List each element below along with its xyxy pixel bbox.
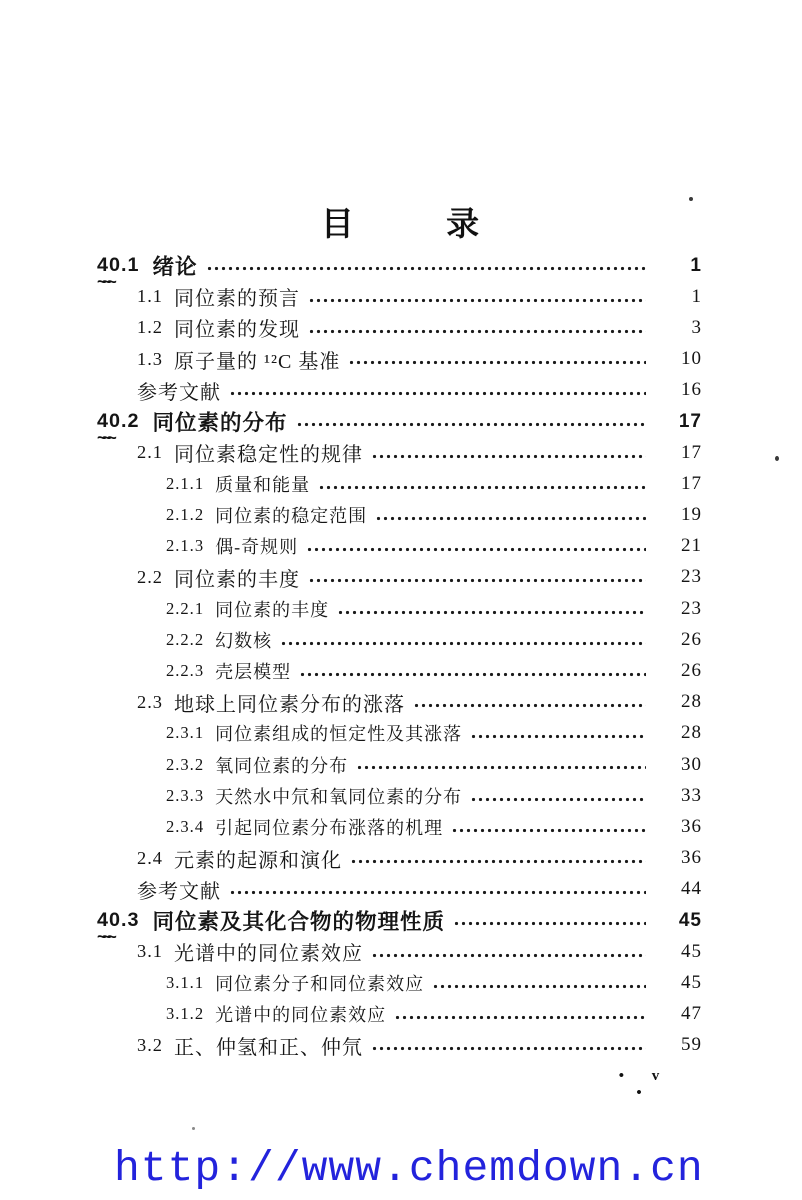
toc-entry-number: 2.2.1	[166, 598, 205, 618]
dot-leader	[393, 999, 646, 1030]
toc-entry-number: 2.3.3	[166, 785, 205, 805]
toc-entry-number: 2.2.3	[166, 661, 205, 681]
dot-leader	[336, 593, 646, 624]
dot-leader	[370, 437, 646, 468]
toc-entry-label: 同位素及其化合物的物理性质	[152, 910, 445, 935]
toc-entry-row	[97, 468, 702, 499]
toc-entry-page: 45	[678, 909, 702, 931]
toc-entry-page: 10	[681, 348, 702, 370]
toc-entry-number: 2.1.1	[166, 473, 205, 493]
toc-entry-label: 同位素的丰度	[215, 599, 330, 620]
dot-leader	[469, 718, 646, 749]
toc-entry-page: 17	[681, 472, 702, 494]
dot-leader	[370, 936, 646, 967]
toc-entry-row	[97, 843, 702, 874]
dot-leader	[205, 250, 647, 281]
toc-entry-row	[97, 967, 702, 998]
toc-entry-number: 2.1.2	[166, 505, 205, 525]
toc-entry-page: 21	[681, 535, 702, 557]
scan-speck	[689, 197, 693, 201]
toc-entry-number: 2.2	[137, 566, 163, 587]
dot-leader	[279, 624, 646, 655]
toc-entry-number: 40.1 ~~~	[97, 254, 139, 277]
toc-entry-row	[97, 312, 702, 343]
toc-entry-label: 幻数核	[215, 630, 273, 651]
toc-entry-row	[97, 1030, 702, 1061]
toc-entry-page: 23	[681, 597, 702, 619]
toc-entry-label: 同位素的稳定范围	[215, 506, 368, 527]
toc-entry-label: 同位素的丰度	[174, 568, 300, 591]
toc-entry-number: 2.4	[137, 847, 163, 868]
toc-entry-page: 17	[681, 441, 702, 463]
toc-entry-row	[97, 437, 702, 468]
dot-leader	[431, 967, 646, 998]
toc-entry-row	[97, 531, 702, 562]
dot-leader	[469, 780, 646, 811]
toc-entry-row	[97, 593, 702, 624]
toc-entry-row	[97, 500, 702, 531]
toc-entry-page: 1	[690, 254, 702, 276]
toc-entry-row	[97, 655, 702, 686]
scan-speck	[192, 1127, 195, 1130]
toc-entry-label: 同位素分子和同位素效应	[215, 973, 425, 994]
toc-entry-label: 同位素的发现	[174, 319, 300, 342]
toc-entry-label: 氧同位素的分布	[215, 755, 349, 776]
toc-entry-label: 光谱中的同位素效应	[174, 943, 363, 966]
dot-leader	[307, 562, 646, 593]
toc-entry-row	[97, 344, 702, 375]
toc-entry-row	[97, 749, 702, 780]
toc-entry-page: 59	[681, 1034, 702, 1056]
toc-entry-number: 2.3.2	[166, 754, 205, 774]
toc-entry-number: 2.1	[137, 442, 163, 463]
toc-entry-page: 1	[691, 285, 702, 307]
dot-leader	[412, 687, 646, 718]
toc-entry-row	[97, 811, 702, 842]
dot-leader	[450, 811, 646, 842]
toc-entry-number: 2.3	[137, 691, 163, 712]
toc-entry-label: 光谱中的同位素效应	[215, 1005, 387, 1026]
scan-speck	[775, 456, 779, 461]
folio-page-number: • v •	[618, 1068, 672, 1101]
toc-entry-label: 天然水中氘和氧同位素的分布	[215, 786, 463, 807]
toc-entry-label: 偶-奇规则	[215, 537, 299, 558]
toc-entry-number: 3.1	[137, 941, 163, 962]
toc-entry-label: 参考文献	[137, 880, 221, 903]
toc-entry-row	[97, 780, 702, 811]
dot-leader	[228, 375, 646, 406]
toc-entry-number: 2.3.4	[166, 816, 205, 836]
toc-entry-number: 1.2	[137, 317, 163, 338]
toc-entry-row	[97, 936, 702, 967]
dot-leader	[370, 1030, 646, 1061]
toc-entry-number: 3.1.1	[166, 972, 205, 992]
toc-entry-number: 40.3 ~~~	[97, 909, 139, 932]
toc-entry-page: 28	[681, 691, 702, 713]
toc-entry-label: 参考文献	[137, 381, 221, 404]
toc-entry-label: 元素的起源和演化	[174, 849, 342, 872]
toc-entry-label: 同位素的预言	[174, 288, 300, 311]
toc-entry-page: 26	[681, 660, 702, 682]
toc-entry-number: 2.1.3	[166, 536, 205, 556]
toc-entry-label: 原子量的 ¹²C 基准	[174, 350, 341, 373]
toc-entry-row	[97, 999, 702, 1030]
dot-leader	[295, 406, 647, 437]
dot-leader	[307, 281, 646, 312]
toc-entry-label: 同位素组成的恒定性及其涨落	[215, 724, 463, 745]
toc-entry-page: 45	[681, 971, 702, 993]
toc-entry-page: 16	[681, 379, 702, 401]
toc-list	[97, 250, 702, 1061]
dot-leader	[298, 655, 646, 686]
toc-entry-page: 17	[678, 410, 702, 432]
toc-entry-page: 26	[681, 628, 702, 650]
dot-leader	[355, 749, 646, 780]
toc-entry-number: 40.2 ~~~	[97, 410, 139, 433]
dot-leader	[305, 531, 646, 562]
toc-entry-label: 地球上同位素分布的涨落	[174, 693, 405, 716]
toc-entry-page: 28	[681, 722, 702, 744]
toc-entry-page: 23	[681, 566, 702, 588]
dot-leader	[228, 874, 646, 905]
toc-entry-label: 质量和能量	[215, 474, 311, 495]
toc-entry-page: 45	[681, 940, 702, 962]
toc-entry-label: 绪论	[152, 255, 198, 280]
dot-leader	[349, 843, 646, 874]
toc-entry-row	[97, 250, 702, 281]
toc-entry-page: 19	[681, 504, 702, 526]
dot-leader	[374, 500, 646, 531]
toc-entry-number: 3.1.2	[166, 1004, 205, 1024]
toc-entry-page: 36	[681, 847, 702, 869]
watermark-url-link[interactable]: http://www.chemdown.cn	[114, 1144, 704, 1193]
page-title: 目 录	[320, 207, 482, 244]
toc-entry-page: 3	[691, 316, 702, 338]
toc-entry-row	[97, 624, 702, 655]
toc-entry-label: 正、仲氢和正、仲氘	[174, 1036, 363, 1059]
dot-leader	[317, 468, 646, 499]
toc-entry-number: 1.3	[137, 348, 163, 369]
toc-entry-row	[97, 281, 702, 312]
toc-entry-label: 引起同位素分布涨落的机理	[215, 817, 444, 838]
toc-entry-number: 1.1	[137, 286, 163, 307]
toc-entry-row	[97, 718, 702, 749]
toc-entry-row	[97, 375, 702, 406]
toc-entry-page: 47	[681, 1003, 702, 1025]
toc-entry-page: 36	[681, 815, 702, 837]
toc-entry-row	[97, 406, 702, 437]
dot-leader	[307, 312, 646, 343]
toc-entry-page: 44	[681, 878, 702, 900]
toc-entry-row	[97, 874, 702, 905]
toc-entry-label: 同位素的分布	[152, 411, 288, 436]
toc-entry-number: 2.3.1	[166, 723, 205, 743]
toc-entry-row	[97, 905, 702, 936]
toc-entry-label: 同位素稳定性的规律	[174, 444, 363, 467]
toc-entry-label: 壳层模型	[215, 662, 292, 683]
toc-entry-row	[97, 687, 702, 718]
toc-entry-page: 33	[681, 784, 702, 806]
dot-leader	[347, 344, 646, 375]
dot-leader	[452, 905, 646, 936]
toc-entry-row	[97, 562, 702, 593]
toc-entry-page: 30	[681, 753, 702, 775]
toc-entry-number: 3.2	[137, 1034, 163, 1055]
toc-entry-number: 2.2.2	[166, 629, 205, 649]
